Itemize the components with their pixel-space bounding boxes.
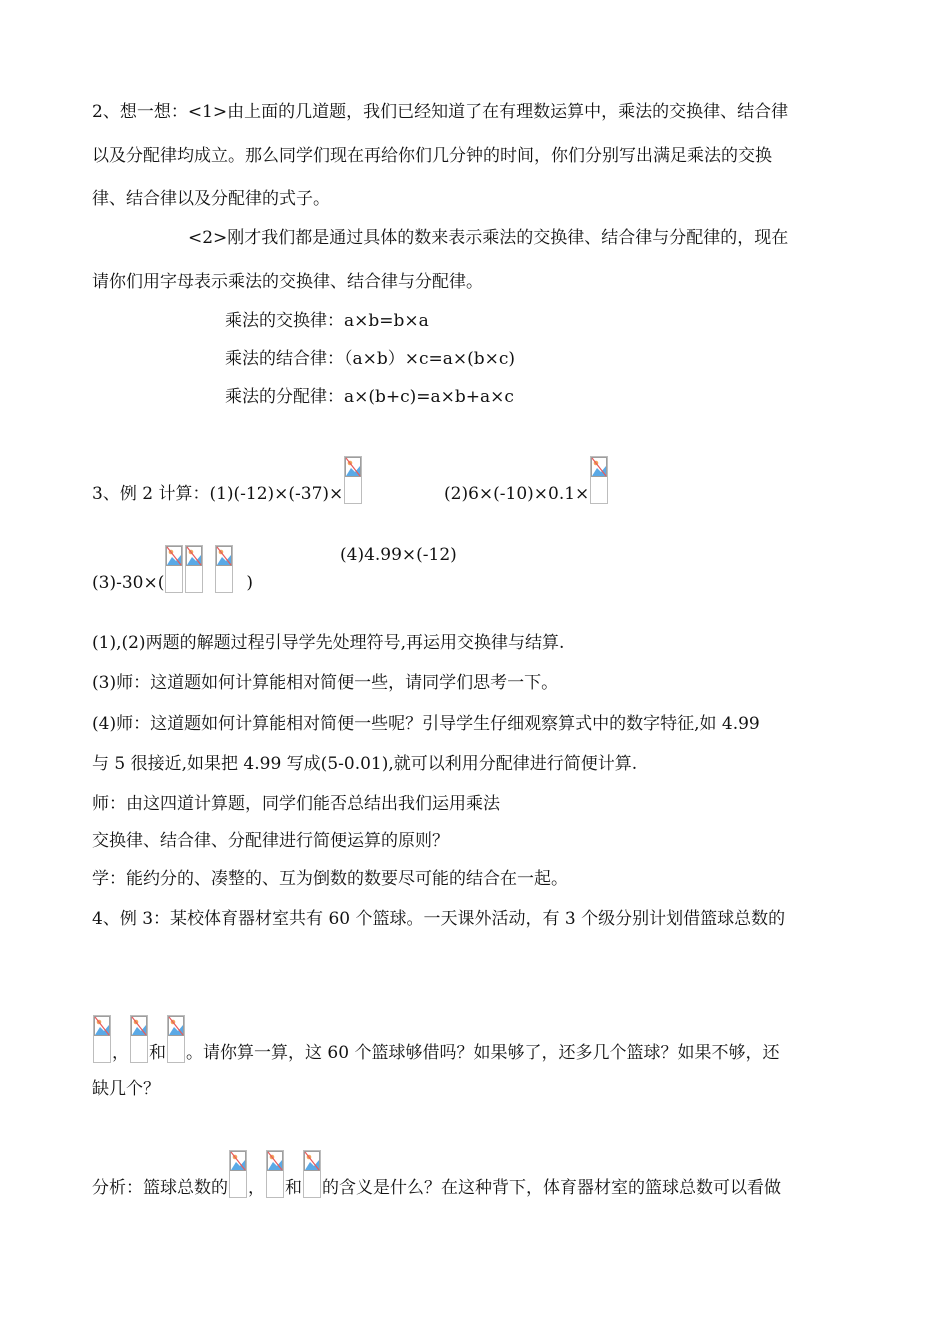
paragraph-line: 律、结合律以及分配律的式子。 [92, 189, 330, 209]
law-associative: 乘法的结合律：（a×b）×c=a×(b×c) [225, 349, 516, 369]
example2-part1 [92, 456, 363, 504]
example3-end: 缺几个？ [92, 1079, 160, 1099]
analysis-text: 分析：篮球总数的 [92, 1178, 228, 1198]
paragraph-line: 学：能约分的、凑整的、互为倒数的数要尽可能的结合在一起。 [92, 869, 568, 889]
broken-image-icon [185, 545, 203, 593]
and-text: 和 [149, 1043, 166, 1063]
comma: ， [112, 1043, 129, 1063]
broken-image-icon [93, 1015, 111, 1063]
paragraph-line: 交换律、结合律、分配律进行简便运算的原则？ [92, 831, 449, 851]
analysis-line [92, 1150, 781, 1198]
broken-image-icon [344, 456, 362, 504]
broken-image-icon [590, 456, 608, 504]
example3-line: 4、例 3：某校体育器材室共有 60 个篮球。一天课外活动，有 3 个级分别计划借篮球总数的 [92, 909, 786, 929]
example2-text: ) [246, 573, 253, 593]
example2-part4: (4)4.99×(-12) [340, 545, 457, 565]
paragraph-line: (3)师：这道题如何计算能相对简便一些，请同学们思考一下。 [92, 673, 559, 693]
example2-part3 [92, 545, 253, 593]
broken-image-icon [130, 1015, 148, 1063]
broken-image-icon [167, 1015, 185, 1063]
paragraph-line: 师：由这四道计算题，同学们能否总结出我们运用乘法 [92, 794, 500, 814]
example3-text: 。请你算一算，这 60 个篮球够借吗？如果够了，还多几个篮球？如果不够，还 [186, 1043, 780, 1063]
paragraph-line: (4)师：这道题如何计算能相对简便一些呢？引导学生仔细观察算式中的数字特征,如 4.99 [92, 714, 760, 734]
example3-fractions-line [92, 1015, 779, 1063]
example2-text: 3、例 2 计算：(1)(-12)×(-37)× [92, 484, 344, 504]
paragraph-line: <2>刚才我们都是通过具体的数来表示乘法的交换律、结合律与分配律的，现在 [188, 228, 789, 248]
paragraph-line: 与 5 很接近,如果把 4.99 写成(5-0.01),就可以利用分配律进行简便计算. [92, 754, 638, 774]
paragraph-line: (1),(2)两题的解题过程引导学先处理符号,再运用交换律与结算. [92, 633, 565, 653]
paragraph-line: 以及分配律均成立。那么同学们现在再给你们几分钟的时间，你们分别写出满足乘法的交换 [92, 146, 772, 166]
paragraph-line: 2、想一想：<1>由上面的几道题，我们已经知道了在有理数运算中，乘法的交换律、结合律 [92, 102, 789, 122]
and-text: 和 [285, 1178, 302, 1198]
broken-image-icon [266, 1150, 284, 1198]
broken-image-icon [215, 545, 233, 593]
example2-text: (3)-30×( [92, 573, 165, 593]
example2-part2 [444, 456, 609, 504]
broken-image-icon [303, 1150, 321, 1198]
analysis-text: 的含义是什么？在这种背下，体育器材室的篮球总数可以看做 [322, 1178, 781, 1198]
example2-text: (2)6×(-10)×0.1× [444, 484, 590, 504]
broken-image-icon [229, 1150, 247, 1198]
paragraph-line: 请你们用字母表示乘法的交换律、结合律与分配律。 [92, 272, 483, 292]
broken-image-icon [165, 545, 183, 593]
law-distributive: 乘法的分配律：a×(b+c)=a×b+a×c [225, 387, 514, 407]
law-commutative: 乘法的交换律：a×b=b×a [225, 311, 429, 331]
comma: ， [248, 1178, 265, 1198]
